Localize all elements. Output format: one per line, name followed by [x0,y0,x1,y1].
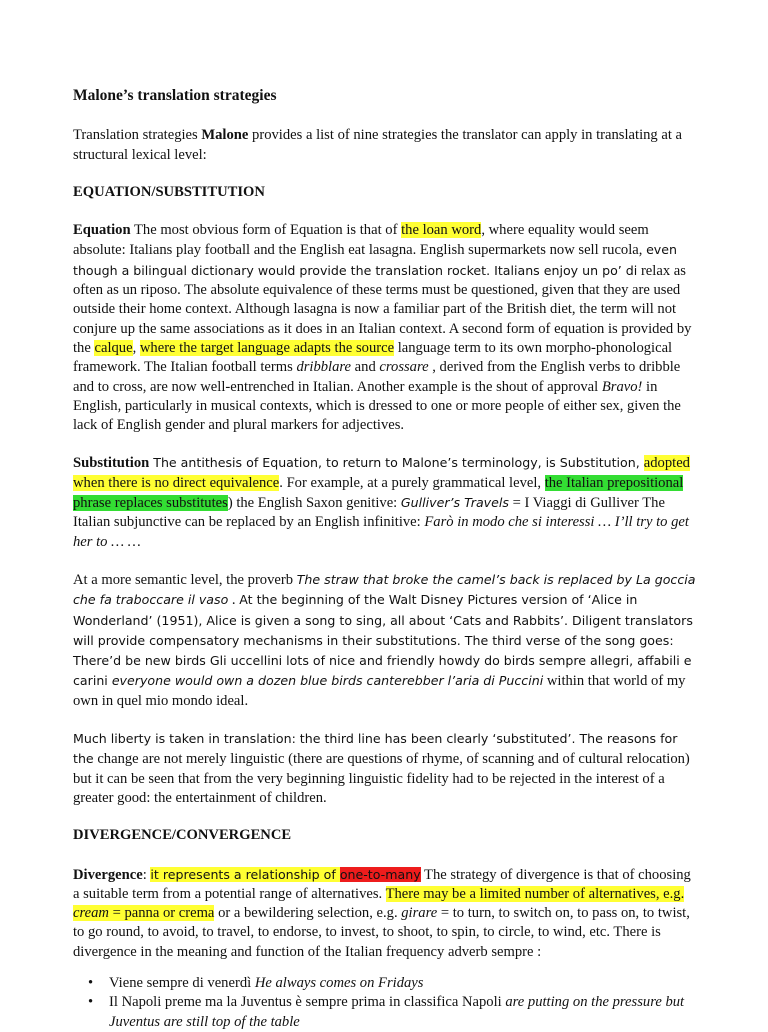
substitution-paragraph [73,453,698,551]
italic-term: crossare [379,359,429,376]
equation-label: Equation [73,222,131,239]
highlight-alternatives: There may be a limited number of alternatives, e.g. [385,885,685,902]
text: within that world of my own in quel mio mondo ideal. [73,673,686,709]
italic-term: Gulliver’s Travels [400,495,509,511]
italic-term: cream [73,905,109,922]
text: At a more semantic level, the proverb [73,571,297,588]
substitution-label: Substitution [73,455,150,472]
text: The most obvious form of Equation is that of [130,222,402,239]
italic-term: The straw that broke the camel’s back is replaced by La goccia che fa traboccare il vaso [73,571,696,608]
italic-term: dribblare [296,359,352,376]
list-item [91,993,698,1032]
highlight-loan-word: the loan word [401,222,482,239]
italic-term: girare [401,905,438,922]
equation-paragraph [73,221,698,435]
text: Much liberty is taken in translation: the third line has been clearly ‘substituted’. The reasons for the [73,731,678,767]
text: , derived from the English verbs to dribble and to cross, are now well-entrenched in Italian. Another example is the shout of approval [73,359,681,395]
document-title: Malone’s translation strategies [73,87,277,104]
highlight-calque: calque [94,339,133,356]
highlight-one-to-many: one-to-many [339,866,421,882]
text: Viene sempre di venerdì [109,974,255,991]
text: , [132,339,140,356]
liberty-paragraph [73,729,698,808]
text: and [351,359,380,376]
divergence-label: Divergence [73,866,143,883]
semantic-paragraph [73,570,698,711]
text: = I Viaggi di Gulliver The Italian subjunctive can be replaced by an English infinitive: [73,495,665,531]
text: The strategy of divergence is that of choosing a suitable term from a potential range of alternatives. [73,866,691,902]
text: in English, particularly in musical contexts, which is dressed to one or more people of either sex, given the lack of English gender and plural markers for adjectives. [73,378,681,434]
text: or a bewildering selection, e.g. [214,905,402,922]
text: = to turn, to switch on, to pass on, to twist, to go round, to avoid, to travel, to endorse, to invest, to shoot, to spin, to circle, to wind, etc. There is divergence in the meaning and function of the Italian frequency adverb sempre : [73,905,690,960]
divergence-paragraph [73,865,698,962]
intro-bold: Malone [201,127,249,144]
intro-text: Translation strategies [73,127,202,144]
highlight-no-equivalence: adopted when there is no direct equivalence [73,455,690,491]
text: ) the English Saxon genitive: [227,495,401,512]
intro-text-2: provides a list of nine strategies the translator can apply in translating at a structural lexical level: [73,127,683,163]
italic-term: are putting on the pressure but Juventus are still top of the table [109,994,685,1030]
italic-term: He always comes on Fridays [254,974,424,991]
italic-term: Bravo! [601,378,643,395]
text: change are not merely linguistic (there are questions of rhyme, of scanning and of cultural relocation) but it can be seen that from the very beginning linguistic fidelity had to be rejected in the interest of a greater good: the entertainment of children. [73,751,690,806]
section-heading-divergence: DIVERGENCE/CONVERGENCE [73,827,292,844]
sempre-examples-list [73,974,698,1032]
text: The antithesis of Equation, to return to Malone’s terminology, is Substitution, [149,455,644,471]
text: At the beginning of the Walt Disney Pictures version of ‘Alice in Wonderland’ (1951), Alice is given a song to sing, all about ‘Cats and Rabbits’. Diligent translators will provide compensatory mechanisms in their substitutions. The third verse of the song goes: There’d be new birds Gli uccellini lots of nice and friendly howdy do birds sempre allegri, affabili e carini [73,592,693,689]
text: even though a bilingual dictionary would provide the translation rocket. Italians enjoy un po’ di [73,242,677,278]
text: , where equality would seem absolute: Italians play football and the English eat lasagna. English supermarkets now sell rucola, [73,222,649,259]
highlight-alternatives-2: = panna or crema [108,905,215,922]
text: language term to its own morpho-phonological framework. The Italian football terms [73,339,673,376]
text: . [228,592,240,609]
highlight-target-language: where the target language adapts the source [139,339,395,356]
text: : [142,866,151,883]
italic-term: everyone would own a dozen blue birds canterebber l’aria di Puccini [111,673,544,689]
intro-paragraph [73,126,698,165]
italic-term: Farò in modo che si interessi … I’ll try to get her to … … [73,514,689,550]
text: Il Napoli preme ma la Juventus è sempre prima in classifica Napoli [109,994,506,1011]
highlight-relationship: it represents a relationship of [150,866,340,882]
text: . For example, at a purely grammatical level, [279,474,545,491]
section-heading-equation: EQUATION/SUBSTITUTION [73,183,265,200]
text: relax as often as un riposo. The absolute equivalence of these terms must be questioned, given that they are used outside their home context. Although lasagna is now a familiar part of the British diet, the term will not conjure up the same associations as it does in an Italian context. A second form of equation is provided by the [73,262,692,356]
highlight-prepositional-phrase: the Italian prepositional phrase replaces substitutes [73,474,684,512]
list-item [91,974,698,993]
